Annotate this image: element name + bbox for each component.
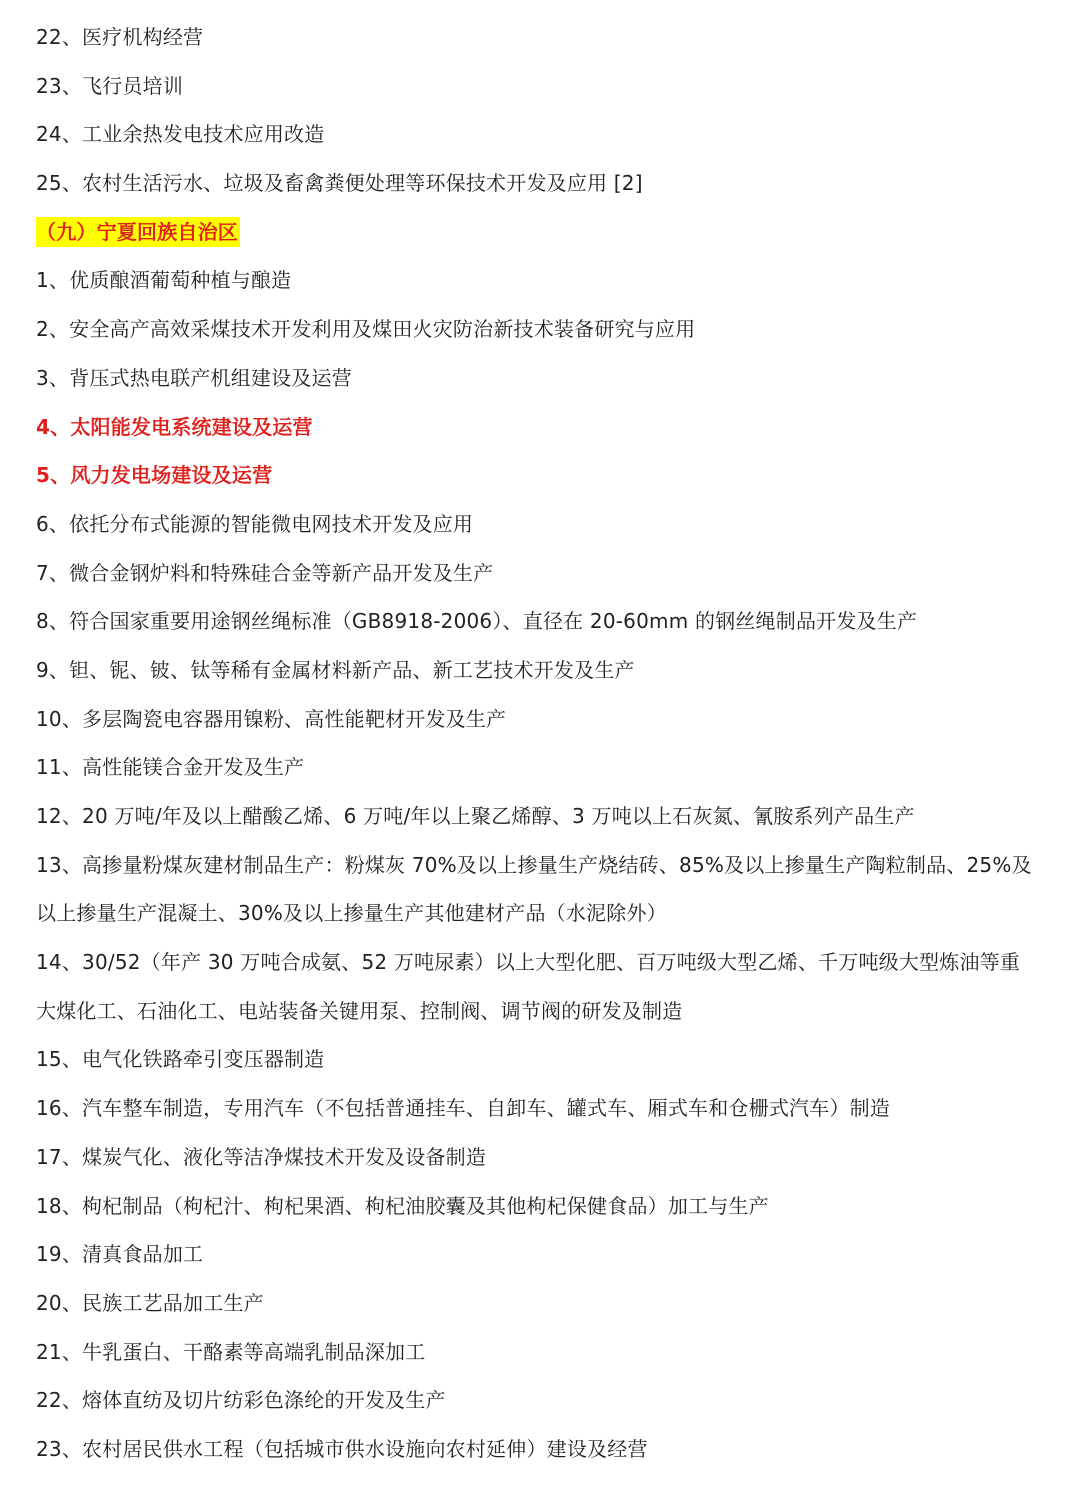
section-heading xyxy=(36,208,1056,257)
list-item: 22、熔体直纺及切片纺彩色涤纶的开发及生产 xyxy=(36,1388,446,1413)
list-item: 17、煤炭气化、液化等洁净煤技术开发及设备制造 xyxy=(36,1144,487,1169)
highlighted-list-item: 5、风力发电场建设及运营 xyxy=(36,463,273,488)
list-item: 20、民族工艺品加工生产 xyxy=(36,1290,264,1315)
list-item: 14、30/52（年产 30 万吨合成氨、52 万吨尿素）以上大型化肥、百万吨级大型乙烯、千万吨级大型炼油等重 xyxy=(36,950,1021,975)
section-heading-text: （九）宁夏回族自治区 xyxy=(36,217,240,247)
list-item: 8、符合国家重要用途钢丝绳标准（GB8918-2006）、直径在 20-60mm 的钢丝绳制品开发及生产 xyxy=(36,609,918,634)
list-item: 23、飞行员培训 xyxy=(36,73,184,98)
list-item: 22、医疗机构经营 xyxy=(36,25,204,49)
list-item: 25、农村生活污水、垃圾及畜禽粪便处理等环保技术开发及应用 [2] xyxy=(36,171,643,196)
list-item: 以上掺量生产混凝土、30%及以上掺量生产其他建材产品（水泥除外） xyxy=(36,901,667,926)
list-item: 3、背压式热电联产机组建设及运营 xyxy=(36,365,352,390)
list-item: 6、依托分布式能源的智能微电网技术开发及应用 xyxy=(36,511,474,536)
list-item: 21、牛乳蛋白、干酪素等高端乳制品深加工 xyxy=(36,1339,426,1364)
list-item: 12、20 万吨/年及以上醋酸乙烯、6 万吨/年以上聚乙烯醇、3 万吨以上石灰氮、氰胺系列产品生产 xyxy=(36,804,915,828)
list-item: 24、工业余热发电技术应用改造 xyxy=(36,122,325,147)
highlighted-list-item: 4、太阳能发电系统建设及运营 xyxy=(36,414,313,439)
list-item: 2、安全高产高效采煤技术开发利用及煤田火灾防治新技术装备研究与应用 xyxy=(36,317,696,342)
list-item: 11、高性能镁合金开发及生产 xyxy=(36,755,305,780)
list-item: 16、汽车整车制造，专用汽车（不包括普通挂车、自卸车、罐式车、厢式车和仓栅式汽车）制造 xyxy=(36,1096,891,1121)
list-item: 23、农村居民供水工程（包括城市供水设施向农村延伸）建设及经营 xyxy=(36,1436,648,1461)
list-item: 9、钽、铌、铍、钛等稀有金属材料新产品、新工艺技术开发及生产 xyxy=(36,657,635,682)
list-item: 10、多层陶瓷电容器用镍粉、高性能靶材开发及生产 xyxy=(36,706,507,731)
list-item: 19、清真食品加工 xyxy=(36,1242,204,1267)
list-item: 13、高掺量粉煤灰建材制品生产：粉煤灰 70%及以上掺量生产烧结砖、85%及以上掺量生产陶粒制品、25%及 xyxy=(36,852,1032,877)
list-item: 7、微合金钢炉料和特殊硅合金等新产品开发及生产 xyxy=(36,560,494,585)
list-item: 大煤化工、石油化工、电站装备关键用泵、控制阀、调节阀的研发及制造 xyxy=(36,998,683,1023)
list-item: 1、优质酿酒葡萄种植与酿造 xyxy=(36,268,292,293)
list-item: 15、电气化铁路牵引变压器制造 xyxy=(36,1047,325,1072)
list-item: 18、枸杞制品（枸杞汁、枸杞果酒、枸杞油胶囊及其他枸杞保健食品）加工与生产 xyxy=(36,1193,769,1218)
document-body xyxy=(36,13,1056,1474)
